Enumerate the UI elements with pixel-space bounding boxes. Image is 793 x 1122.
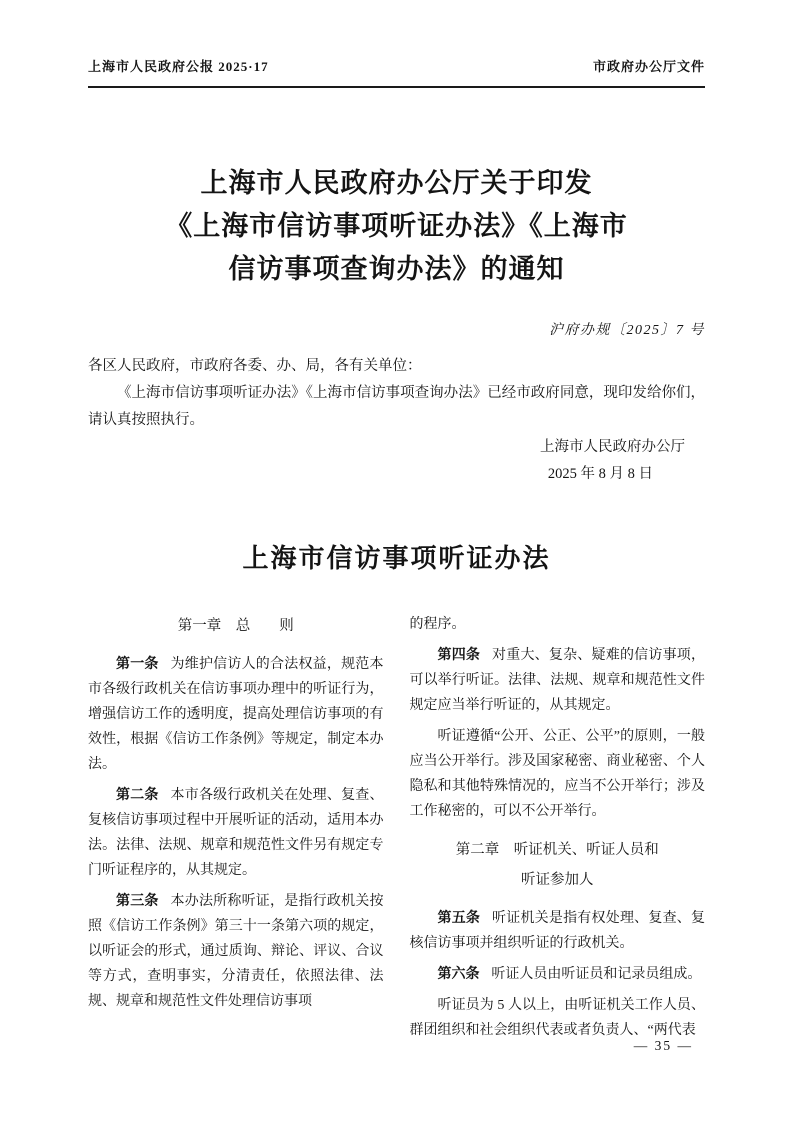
- doc-number: 沪府办规〔2025〕7 号: [549, 323, 705, 338]
- article-5-number: 第五条: [437, 911, 481, 926]
- notice-body: 《上海市信访事项听证办法》《上海市信访事项查询办法》已经市政府同意，现印发给你们，请认真按照执行。: [88, 385, 705, 428]
- header-publication-title: 上海市人民政府公报 2025·17: [88, 59, 269, 74]
- article-6-paragraph-2: 听证员为 5 人以上，由听证机关工作人员、群团组织和社会组织代表或者负责人、“两代表: [409, 998, 705, 1038]
- article-6: [410, 962, 706, 987]
- article-3-text: 本办法所称听证，是指行政机关按照《信访工作条例》第三十一条第六项的规定，以听证会的形式，通过质询、辩论、评议、合议等方式，查明事实，分清责任，依照法律、法规、规章和规范性文件处理信访事项: [88, 894, 384, 1009]
- left-column: [88, 612, 384, 1049]
- notice-title-line-3: 信访事项查询办法》的通知: [228, 254, 565, 284]
- salutation: 各区人民政府，市政府各委、办、局，各有关单位：: [88, 358, 422, 374]
- article-2-text: 本市各级行政机关在处理、复查、复核信访事项过程中开展听证的活动，适用本办法。法律、法规、规章和规范性文件另有规定专门听证程序的，从其规定。: [88, 788, 384, 878]
- article-2-number: 第二条: [116, 788, 159, 803]
- chapter-2-heading: [410, 835, 706, 895]
- regulation-title: 上海市信访事项听证办法: [242, 544, 551, 573]
- article-1-text: 为维护信访人的合法权益，规范本市各级行政机关在信访事项办理中的听证行为，增强信访工作的透明度，提高处理信访事项的有效性，根据《信访工作条例》等规定，制定本办法。: [88, 657, 384, 772]
- article-4-text: 对重大、复杂、疑难的信访事项，可以举行听证。法律、法规、规章和规范性文件规定应当举行听证的，从其规定。: [409, 648, 706, 713]
- chapter-2-heading-line-2: 听证参加人: [521, 872, 594, 888]
- article-5-text: 听证机关是指有权处理、复查、复核信访事项并组织听证的行政机关。: [409, 911, 706, 951]
- right-column: [410, 612, 706, 1049]
- notice-title-line-2: 《上海市信访事项听证办法》《上海市: [165, 211, 628, 241]
- notice-title: [88, 162, 705, 291]
- article-3-continuation: 的程序。: [409, 617, 466, 632]
- issuer-signature: 上海市人民政府办公厅: [540, 439, 685, 455]
- article-1-number: 第一条: [116, 657, 159, 672]
- article-5: [410, 906, 706, 956]
- article-1: [88, 652, 384, 777]
- two-column-body: [88, 612, 705, 1049]
- issue-date: 2025 年 8 月 8 日: [547, 466, 653, 482]
- header-section-label: 市政府办公厅文件: [592, 59, 705, 74]
- page-number: — 35 —: [633, 1038, 693, 1053]
- article-6-text: 听证人员由听证员和记录员组成。: [491, 967, 702, 982]
- article-4: [410, 643, 706, 718]
- chapter-1-heading: 第一章 总 则: [177, 618, 294, 634]
- article-6-number: 第六条: [437, 967, 480, 982]
- chapter-2-heading-line-1: 第二章 听证机关、听证人员和: [455, 842, 659, 858]
- page-header: [88, 56, 705, 88]
- article-4-paragraph-2: 听证遵循“公开、公正、公平”的原则，一般应当公开举行。涉及国家秘密、商业秘密、个人隐私和其他特殊情况的，应当不公开举行；涉及工作秘密的，可以不公开举行。: [409, 729, 705, 819]
- article-3: [88, 889, 384, 1014]
- article-4-number: 第四条: [437, 648, 481, 663]
- notice-title-line-1: 上海市人民政府办公厅关于印发: [200, 168, 593, 198]
- article-3-number: 第三条: [116, 894, 159, 909]
- article-2: [88, 783, 384, 883]
